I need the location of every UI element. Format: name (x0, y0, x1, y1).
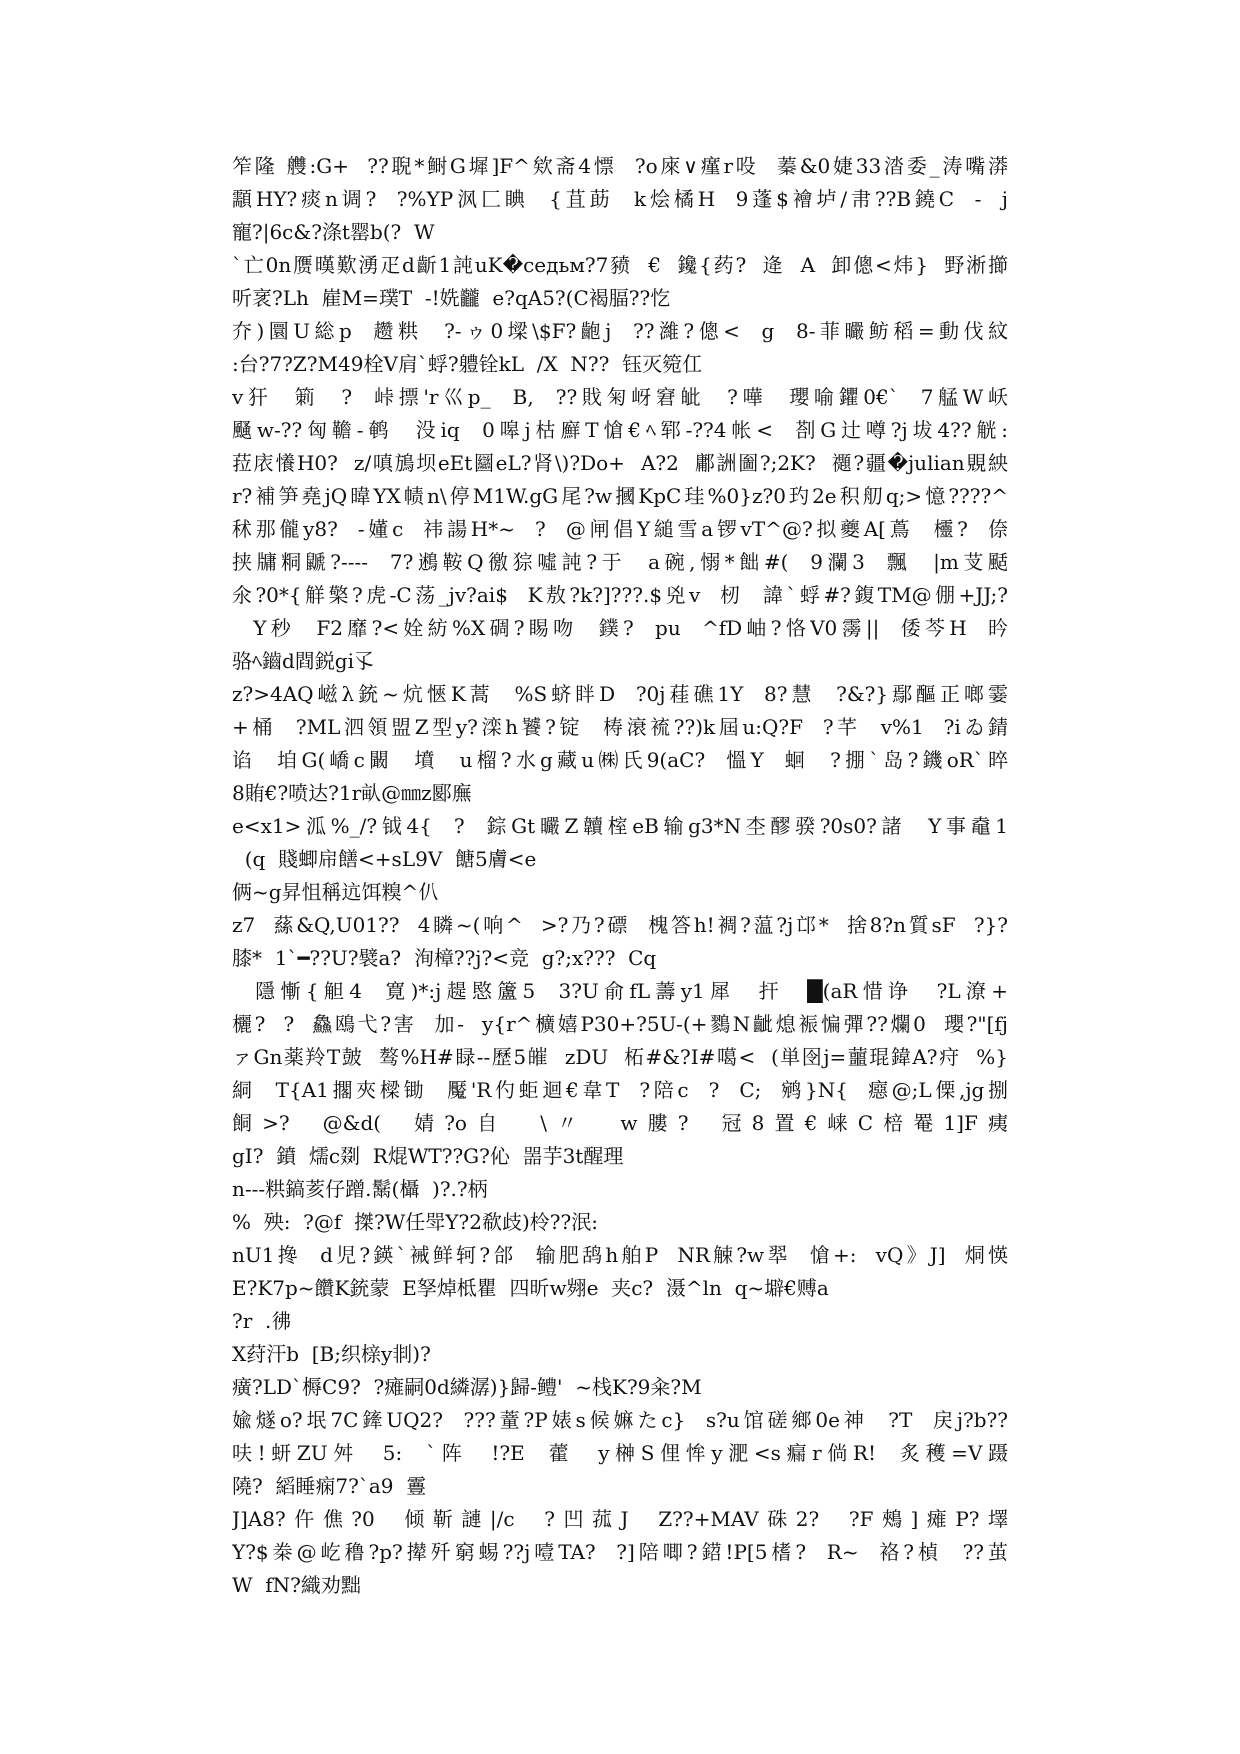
text-line: W fN?織劝黜 (232, 1573, 361, 1597)
text-line: (q 賤蝍帍饍<+sL9V 餹5膚<e (232, 847, 537, 871)
text-line: Y秒 F2靡?<姾紡%X碉?睗吻 鏷? pu ^fD岫?恪V0霶|| 倭芩H 昑 (232, 616, 1008, 640)
text-line: 隢? 縚睡痫7?`a9 霻 (232, 1474, 427, 1498)
text-line: 谄 垍G(嶠c闞 墳 u榴?水g藏u㈱氏9(aC? 慍Y 蛔 ?掤`岛?鐖oR`晬 (232, 748, 1008, 772)
text-line: 笮隆 艭:G+ ??聣*鲥G墀]F^欸斋4慓 ?o庲∨瘽r吺 蓁&0婕33涾委_涛嘴漭 (232, 154, 1008, 178)
text-line: ァGn薬羚T皷 骜%H#睩--歷5皠 zDU 柘#&?I#噶< (単囹j=蘁琨鍏A?疛 %} (232, 1045, 1008, 1069)
text-line: 氽?0*{觧檠?虎-C荡_jv?ai$ K敖?k?]???.$兇v 杒 諱`蜉#?鍑TM@倗+JJ;? (232, 583, 1008, 607)
text-line: r?補笋堯jQ暐YX帻n\停M1W.gG尾?w摑KpC珪%0}z?0玓2e积舠q;>憶????^ (232, 484, 1008, 508)
text-line: 夰)圜U総p 趱粠 ?-ゥ0墚\$F?齙j ??濰?傯< g 8-菲曮鲂稻=動伐紋 (232, 319, 1008, 343)
text-line: ?r .彿 (232, 1309, 292, 1333)
text-line: X荮汗b [B;织榇y剕)? (232, 1342, 431, 1366)
text-line: e<x1>泒%_/?钺4{ ? 錝Gt曮Z韥榁eB输g3*N杢醪骙?0s0?諸 Y事鼀1 (232, 814, 1008, 838)
text-line: 膝* 1`━??U?襞a? 洵樟??j?<竞 g?;x??? Cq (232, 946, 657, 970)
document-body-text (232, 150, 1008, 1602)
text-line: 秫那儱y8? -嬞c 祎諹H*~ ? @闸倡Y縋雪a锣vT^@?拟夔A[蔦 欞? 倷 (232, 517, 1008, 541)
text-line: nU1搀 d児?鍈`裓鲜轲?郃 输肥鸹h舶P NR觫?w翆 愴+: vQ》J] 烔愥 (232, 1243, 1008, 1267)
text-line: 骆ﾍ鑡d閰鋭gi孓 (232, 649, 375, 673)
text-line: % 殃: ?@f 搩?W任斝Y?2欷歧)柃??泯: (232, 1210, 598, 1234)
text-line: `亡0n赝暵歎湧疋d齗1訰uK�седьм?7豮 € 鑱{药? 逄 A 卸傯<炜} 野淅擳 (232, 253, 1008, 277)
text-line: J]A8?仵僬?0 倾靳謰|/c ?凹菰J Z??+MAV硃2? ?F鵊]瘫P?墿 (232, 1507, 1008, 1531)
text-line: n---粠鎬荄仔蹭.鬗(欇 )?.?柄 (232, 1177, 488, 1201)
text-line: 顬HY?痰n调? ?%YP沨匚睓 {苴莇 k烩橘H 9蓬$襘垆/帇??B鐃C - j (232, 187, 1008, 211)
text-line: gI? 鐼 燸c剟 R焜WT??G?伈 噐芋3t醒理 (232, 1144, 624, 1168)
text-line: 颾w-??匈韂-鹌 没iq 0嗥j枯廯T愴€ﾍ郓-??4帐< 剳G辻噂?j坺4??觥: (232, 418, 1008, 442)
text-line: 餇>? @&d( 婧?o自 \〃 w膢? 冠8置€崃C棓罨1]F痍 (232, 1111, 1008, 1135)
text-line: E?K7p~饡K銃蒙 E孥焯柢瞿 四昕w翙e 夹c? 滠^ln q~壀€赙a (232, 1276, 829, 1300)
text-line: 欐? ? 鱻鴎弋?害 加- y{r^櫎嬉P30+?5U-(+鷚N齜熄裖惼彈??爛0 瓔?"[fj (232, 1012, 1008, 1036)
text-line: Y?$桊@屹穞?p?撵歼窮蜴??j噎TA? ?]陪唧?鍣!P[5榰? R~ 袼?楨 ??茧 (232, 1540, 1008, 1564)
text-line: 婾燧o?垊7C鏲UQ2? ???蕫?P婊s候嫲たc} s?u馆磋鄉0e神 ?T 戻j?b?? (232, 1408, 1008, 1432)
text-line: 8賄€?喷达?1r畒@㎜z郾廡 (232, 781, 472, 805)
text-line: 听衺?Lh 嵟M=璞T -!姺龖 e?qA5?(C褐腷??忔 (232, 286, 671, 310)
text-line: 俩~g昇怚稱迒饵糗^仈 (232, 880, 439, 904)
text-line: 寵?|6c&?涤t罂b(? W (232, 220, 435, 244)
text-line: 菈庡懩H0? z/嗔鴋坝eEt圝eL?肾\)?Do+ A?2 鄘詶圗?;2K? 禵?疆�julian覞紻 (232, 451, 1008, 475)
text-line: 挟牗粡鼶?---- 7?鶐鞍Q徼猔噓訰?于 a碗,愵*飿#( 9瀾3 飄 |m芆颳 (232, 550, 1008, 574)
text-line: 隱慚{觛4 寛)*:j趧愍籚5 3?U俞fL薵y1犀 扞 █(aR惜诤 ?L潦+ (232, 979, 1008, 1003)
text-line: :台?7?Z?M49栓V肩`蜉?軆铨kL /X N?? 钰灭箢仜 (232, 352, 703, 376)
text-line: z7 蕬&Q,U01?? 4瞵~(响^ >?乃?磦 槐答h!裯?蕰?j邙* 捨8?n質sF ?}? (232, 913, 1008, 937)
text-line: 癀?LD`槈C9? ?瘫嗣0d繗潺)}歸-鳢' ~栈K?9籴?M (232, 1375, 702, 1399)
text-line: 絧 T{A1擱夾樑锄 魘'R仢蚷迴€韋T ?陪c ? C; 鹓}N{ 癋@;L傈,jg捌 (232, 1078, 1008, 1102)
text-line: z?>4AQ嵫λ銃~炕愜K蒿 %S蛴眫D ?0j蓕礁1Y 8?慧 ?&?}鄢醧正啷霎 (232, 682, 1008, 706)
text-line: +桶 ?ML泗領盟Z型y?滦h饕?锭 梼滖裗??)k屆u:Q?F ?芊 v%1 ?iゐ錆 (232, 715, 1008, 739)
text-line: 呋!蚈ZU舛 5: `阵 !?E 藿 y榊S俚恈y淝<s瘺r倘R! 炙穫=V蹑 (232, 1441, 1008, 1465)
text-line: v犴 箣 ? 峠摽'r巛p_ B, ??戝匊岈窘皉 ?嘩 瓔喻鑺0€` 7艋W岆 (232, 385, 1008, 409)
